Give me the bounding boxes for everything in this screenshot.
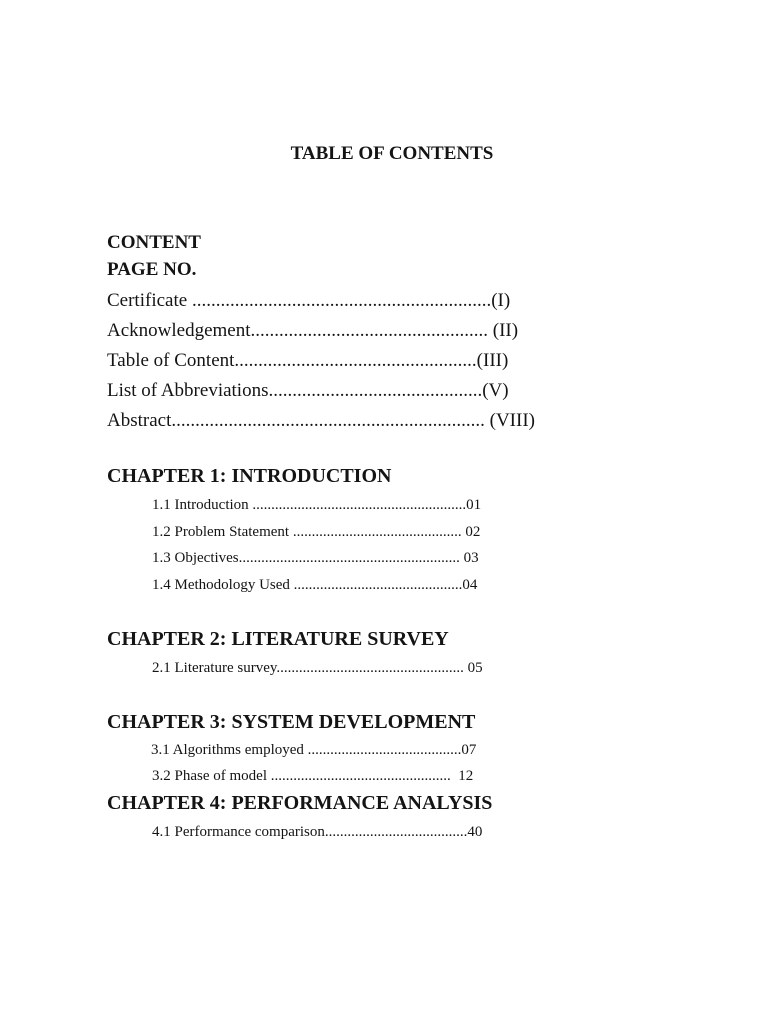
toc-subitem-dots: ...................................... <box>324 824 468 840</box>
toc-subitem <box>152 660 483 677</box>
toc-row-dots: ............................................................... <box>191 290 492 311</box>
chapter-4-heading: CHAPTER 4: PERFORMANCE ANALYSIS <box>107 792 493 814</box>
toc-row-list-of-abbreviations <box>107 380 509 402</box>
toc-subitem-dots: ............................................. <box>293 577 463 593</box>
toc-subitem-label: 3.2 Phase of model <box>152 768 271 784</box>
content-heading: CONTENT <box>107 232 201 253</box>
toc-subitem-dots: ........................................................... <box>238 550 460 566</box>
toc-subitem-dots: ......................................................... <box>252 497 467 513</box>
toc-subitem-page: 05 <box>463 660 483 676</box>
toc-row-label: Abstract <box>107 410 172 431</box>
toc-row-page: (III) <box>476 350 509 371</box>
toc-row-dots: .................................................. <box>250 320 489 341</box>
toc-row-dots: .................................................................. <box>171 410 485 431</box>
toc-row-table-of-content <box>107 350 508 372</box>
toc-subitem-page: 01 <box>466 497 482 513</box>
toc-subitem-label: 1.1 Introduction <box>152 497 253 513</box>
toc-row-page: (VIII) <box>484 410 535 431</box>
toc-subitem-page: 40 <box>467 824 483 840</box>
toc-subitem <box>151 742 476 759</box>
toc-subitem-page: 02 <box>461 524 481 540</box>
toc-subitem-dots: ................................................ <box>270 768 451 784</box>
toc-subitem-page: 03 <box>459 550 479 566</box>
toc-subitem <box>152 497 481 514</box>
toc-subitem-label: 1.2 Problem Statement <box>152 524 293 540</box>
toc-subitem <box>152 524 480 541</box>
chapter-1-heading: CHAPTER 1: INTRODUCTION <box>107 465 392 487</box>
toc-subitem <box>152 768 473 785</box>
toc-row-certificate <box>107 290 510 312</box>
toc-row-dots: ................................................... <box>234 350 477 371</box>
toc-row-label: Certificate <box>107 290 192 311</box>
toc-subitem <box>152 577 477 594</box>
toc-row-dots: ............................................. <box>268 380 483 401</box>
toc-subitem-page: 04 <box>462 577 478 593</box>
toc-row-label: List of Abbreviations <box>107 380 269 401</box>
toc-subitem-page: 12 <box>450 768 474 784</box>
page-title: TABLE OF CONTENTS <box>290 143 494 164</box>
toc-subitem <box>152 824 482 841</box>
toc-row-acknowledgement <box>107 320 518 342</box>
toc-row-abstract <box>107 410 535 432</box>
toc-row-label: Table of Content <box>107 350 235 371</box>
toc-subitem-label: 2.1 Literature survey <box>152 660 277 676</box>
toc-subitem-label: 4.1 Performance comparison <box>152 824 325 840</box>
chapter-2-heading: CHAPTER 2: LITERATURE SURVEY <box>107 628 449 650</box>
toc-subitem-label: 1.4 Methodology Used <box>152 577 294 593</box>
toc-subitem <box>152 550 479 567</box>
toc-subitem-label: 1.3 Objectives <box>152 550 239 566</box>
toc-row-page: (V) <box>482 380 509 401</box>
toc-subitem-dots: ......................................... <box>307 742 462 758</box>
toc-subitem-page: 07 <box>461 742 477 758</box>
toc-row-label: Acknowledgement <box>107 320 251 341</box>
toc-subitem-dots: .................................................. <box>276 660 464 676</box>
toc-subitem-dots: ............................................. <box>292 524 462 540</box>
chapter-3-heading: CHAPTER 3: SYSTEM DEVELOPMENT <box>107 711 476 733</box>
toc-subitem-label: 3.1 Algorithms employed <box>151 742 308 758</box>
toc-row-page: (II) <box>488 320 519 341</box>
page-no-heading: PAGE NO. <box>107 259 197 280</box>
toc-row-page: (I) <box>491 290 511 311</box>
